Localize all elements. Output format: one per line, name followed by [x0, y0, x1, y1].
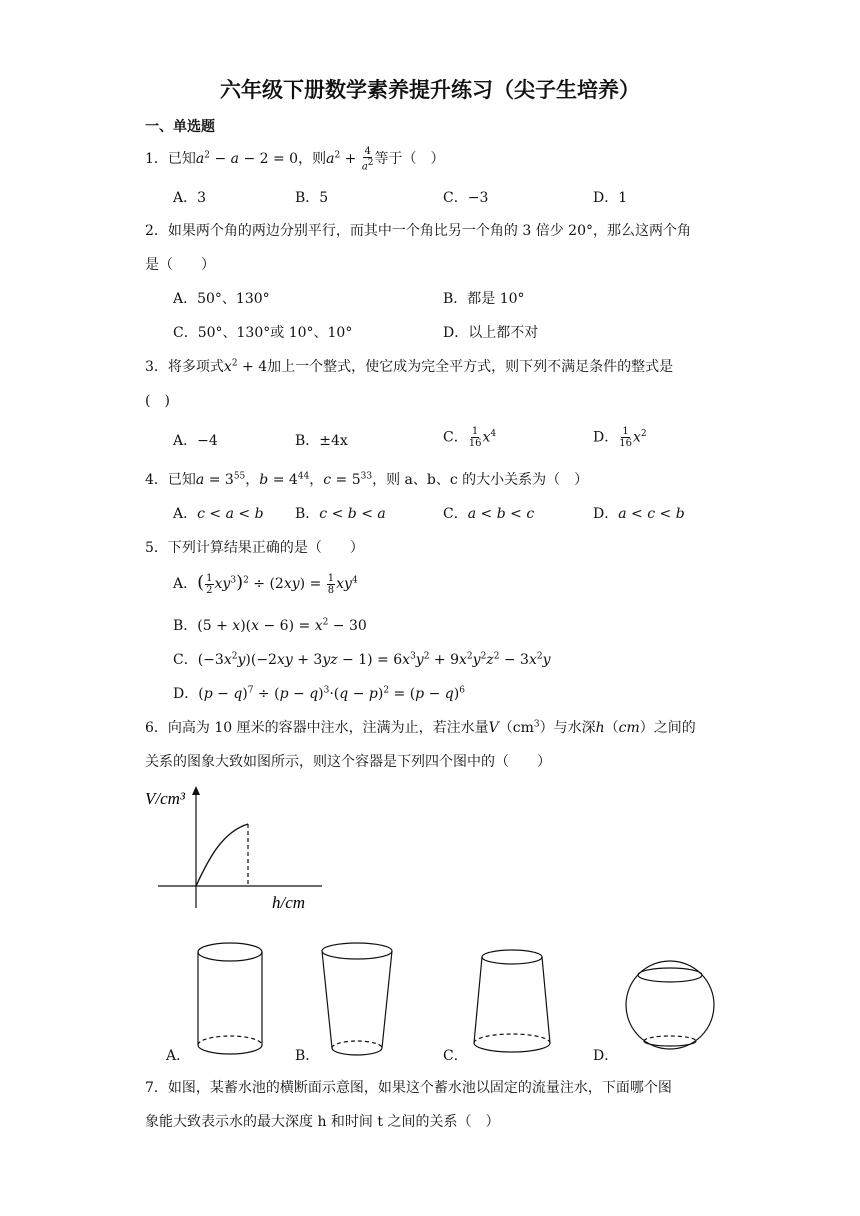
q1-suffix: 等于（ ）: [374, 151, 445, 168]
q3-prefix: 3．将多项式: [145, 359, 224, 375]
q1-option-b[interactable]: B．5: [295, 190, 329, 206]
q3-polynomial: $x^2 + 4$: [223, 358, 268, 375]
q4-option-a-label: A．: [173, 506, 198, 522]
q7-line2: 象能大致表示水的最大深度 h 和时间 t 之间的关系（ ）: [145, 1114, 500, 1130]
q3-option-a[interactable]: A．−4: [173, 433, 218, 449]
q5-stem: 5．下列计算结果正确的是（ ）: [145, 540, 364, 556]
q4-values: $a = 3^{55}$，$b = 4^{44}$，$c = 5^{33}$: [195, 471, 373, 488]
q1-prefix: 1．已知: [145, 151, 196, 168]
container-d-sphere[interactable]: [626, 961, 714, 1049]
q3-option-d-label: D．: [593, 429, 619, 446]
q4-option-b[interactable]: B．c < b < a: [295, 506, 386, 522]
q6-depth-symbol: h（cm）: [595, 720, 654, 736]
q2-option-b[interactable]: B．都是 10°: [443, 291, 525, 307]
y-axis-arrow-icon: [192, 786, 200, 795]
q2-option-c[interactable]: C．50°、130°或 10°、10°: [173, 325, 353, 341]
q1-option-a[interactable]: A．3: [173, 190, 207, 206]
q6-volume-symbol: $V(cm^3)$: [488, 719, 554, 736]
q2-line2: 是（ ）: [145, 257, 215, 273]
q6-option-c[interactable]: C．: [443, 1048, 468, 1064]
q4-option-d[interactable]: D．a < c < b: [593, 506, 685, 522]
q3-line2: ( ): [145, 393, 170, 409]
q4-suffix: ，则 a、b、c 的大小关系为（ ）: [372, 472, 589, 488]
q4-prefix: 4．已知: [145, 472, 196, 488]
q5-option-a-label: A．: [173, 576, 198, 592]
question-1: [145, 146, 445, 172]
q5-option-c-label: C．: [173, 652, 198, 668]
q1-expression: $a^2$ + $\frac{4}{a^2}$: [326, 146, 374, 173]
section-heading: 一、单选题: [145, 119, 215, 135]
q3-option-c-label: C．: [443, 429, 468, 446]
container-b-cup[interactable]: [322, 943, 392, 1055]
q6-line2: 关系的图象大致如图所示，则这个容器是下列四个图中的（ ）: [145, 754, 551, 770]
q6-prefix: 6．向高为 10 厘米的容器中注水，注满为止，若注水量: [145, 720, 489, 736]
q4-option-c-label: C．: [443, 506, 468, 522]
q1-option-c[interactable]: C．−3: [443, 190, 489, 206]
volume-depth-graph: [140, 780, 330, 920]
q4-option-b-label: B．: [295, 506, 320, 522]
q7-line1: 7．如图，某蓄水池的横断面示意图，如果这个蓄水池以固定的流量注水，下面哪个图: [145, 1080, 672, 1096]
q6-option-d[interactable]: D．: [593, 1048, 619, 1064]
q1-option-d[interactable]: D．1: [593, 190, 628, 206]
q4-option-d-label: D．: [593, 506, 619, 522]
q6-option-a[interactable]: A．: [166, 1048, 191, 1064]
q6-suffix: 之间的: [653, 720, 696, 736]
q3-option-b[interactable]: B．±4x: [295, 433, 348, 449]
q4-option-a[interactable]: A．c < a < b: [173, 506, 264, 522]
q5-option-c[interactable]: C．$(-3x^2y)(-2xy + 3yz - 1) = 6x^3y^2 + 9x^2y^2z^2 - 3x^2y$: [173, 651, 551, 668]
q2-option-a[interactable]: A．50°、130°: [173, 291, 270, 307]
q3-line1: [145, 356, 673, 376]
q3-option-d[interactable]: D． $\frac{1}{16}$ $x^2$: [593, 426, 647, 449]
q5-option-b[interactable]: B．$(5 + x)(x - 6) = x^2 - 30$: [173, 617, 367, 634]
q5-option-d[interactable]: D．$(p - q)^7 \div (p - q)^3\cdot(q - p)^2 = (p - q)^6$: [173, 685, 465, 702]
q6-line1: [145, 717, 696, 737]
q4-option-c[interactable]: C．a < b < c: [443, 506, 535, 522]
graph-x-label: h/cm: [272, 893, 306, 912]
q1-equation: $a^2 - a - 2 = 0$: [195, 150, 299, 168]
q6-option-b[interactable]: B．: [295, 1048, 320, 1064]
graph-curve: [196, 824, 248, 886]
q5-option-b-label: B．: [173, 618, 198, 634]
q3-suffix: 加上一个整式，使它成为完全平方式，则下列不满足条件的整式是: [267, 359, 674, 375]
q6-mid: 与水深: [553, 720, 596, 736]
page-title: 六年级下册数学素养提升练习（尖子生培养）: [220, 78, 640, 102]
question-4: [145, 469, 588, 489]
q2-option-d[interactable]: D．以上都不对: [443, 325, 539, 341]
q5-option-d-label: D．: [173, 686, 199, 702]
q3-option-c[interactable]: C． $\frac{1}{16}$ $x^4$: [443, 426, 497, 449]
q2-line1: 2．如果两个角的两边分别平行，而其中一个角比另一个角的 3 倍少 20°，那么这两个角: [145, 223, 691, 239]
q5-option-a[interactable]: A．( $\frac{1}{2}$ $xy^3)^2 \div (2xy)$ = $\frac{1}{8}$ $xy^4$: [173, 572, 358, 596]
container-a-cylinder[interactable]: [198, 943, 262, 1054]
container-c-inverted-cup[interactable]: [474, 950, 550, 1052]
graph-y-label: V/cm³: [145, 789, 186, 808]
q1-middle: ，则: [298, 151, 327, 168]
